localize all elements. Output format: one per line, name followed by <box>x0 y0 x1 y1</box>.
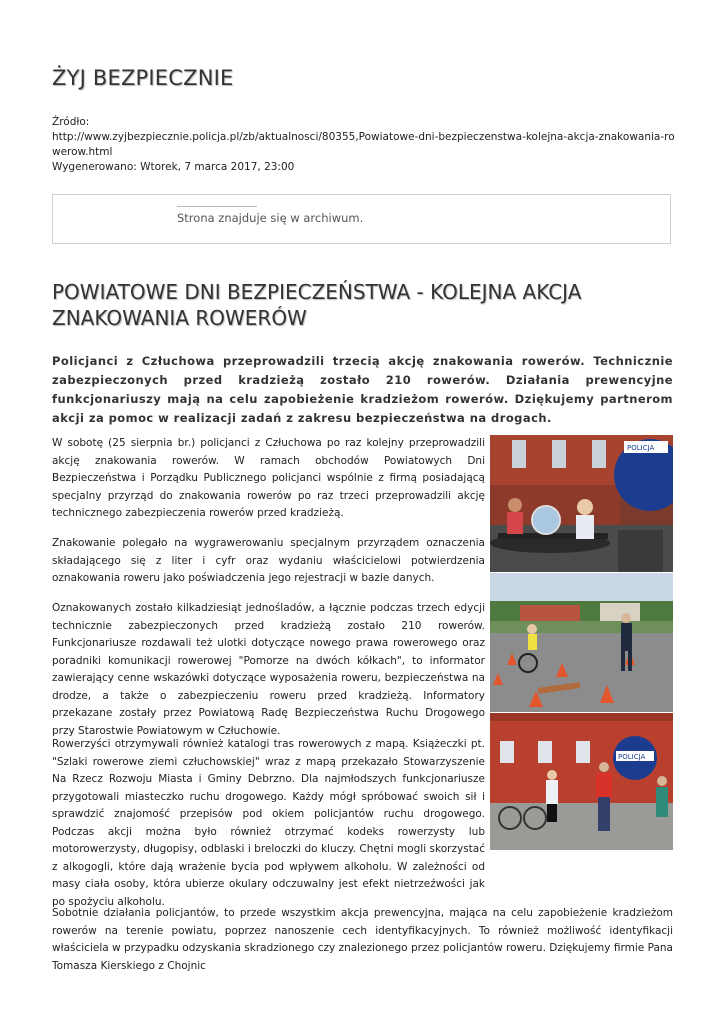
article-paragraph-3: Oznakowanych zostało kilkadziesiąt jednośladów, a łącznie podczas trzech edycji technicznie zabezpieczonych przed kradzieżą zostało 210 rowerów. Funkcjonariusze rozdawali też ulotki dotyczące nowego prawa rowerowego oraz poradniki komunikacji rowerowej "Pomorze na dwóch kółkach", to informator zawierający cenne wskazówki dotyczące wyposażenia roweru, bezpieczeństwa na drodze, a także o zabezpieczeniu roweru przed kradzieżą. Informatory przekazane zostały przez Powiatową Radę Bezpieczeństwa Ruchu Drogowego przy Starostwie Powiatowym w Człuchowie. <box>52 602 485 737</box>
archive-notice: Strona znajduje się w archiwum. <box>177 211 364 225</box>
site-title: ŻYJ BEZPIECZNIE <box>52 66 234 90</box>
balloon-sign-text: POLICJA <box>618 753 646 761</box>
police-sign-text: POLICJA <box>627 444 655 452</box>
photo-police-balloon <box>490 713 673 850</box>
article-paragraph-5: Sobotnie działania policjantów, to przede wszystkim akcja prewencyjna, mająca na celu zapobieżenie kradzieżom rowerów na terenie powiatu, poprzez nanoszenie cech identyfikacyjnych. To również możliwość identyfikacji właściciela w przypadku odzyskania skradzionego czy znalezionego przez policjantów roweru. Dziękujemy firmie Pana Tomasza Kierskiego z Chojnic <box>52 907 673 972</box>
article-lead: Policjanci z Człuchowa przeprowadzili trzecią akcję znakowania rowerów. Technicznie zabezpieczonych przed kradzieżą zostało 210 rowerów. Działania prewencyjne funkcjonariuszy mają na celu zapobieżenie kradzieżom rowerów. Dziękujemy partnerom akcji za pomoc w realizacji zadań z zakresu bezpieczeństwa na drogach. <box>52 354 673 425</box>
photo-traffic-town <box>490 573 673 712</box>
source-url[interactable]: http://www.zyjbezpiecznie.policja.pl/zb/aktualnosci/80355,Powiatowe-dni-bezpieczenstwa-kolejna-akcja-znakowania-rowerow.html <box>52 131 675 158</box>
article-paragraph-1: W sobotę (25 sierpnia br.) policjanci z Człuchowa po raz kolejny przeprowadzili akcję znakowania rowerów. W ramach obchodów Powiatowych Dni Bezpieczeństwa i Porządku Publicznego policjanci wspólnie z firmą posiadającą specjalny przyrząd do znakowania rowerów po raz trzeci przeprowadzili akcję technicznego zabezpieczenia rowerów przed kradzieżą. <box>52 437 485 519</box>
source-meta <box>52 115 677 175</box>
article-title: POWIATOWE DNI BEZPIECZEŃSTWA - KOLEJNA AKCJA ZNAKOWANIA ROWERÓW <box>52 280 582 330</box>
article-paragraph-4: Rowerzyści otrzymywali również katalogi tras rowerowych z mapą. Książeczki pt. "Szlaki rowerowe ziemi człuchowskiej" wraz z mapą przekazało Stowarzyszenie Na Rzecz Rozwoju Miasta i Gminy Debrzno. Dla najmłodszych funkcjonariusze przygotowali miasteczko ruchu drogowego. Każdy mógł spróbować swoich sił i sprawdzić znajomość przepisów pod okiem policjantów ruchu drogowego. Podczas akcji można było również otrzymać kodeks rowerzysty lub motorowerzysty, długopisy, odblaski i breloczki do kluczy. Chętni mogli skorzystać z alkogogli, które dają wrażenie bycia pod wpływem alkoholu. W zależności od masy ciała osoby, która ubierze okulary odczuwalny jest efekt nietrzeźwości jak po spożyciu alkoholu. <box>52 738 485 908</box>
article-paragraph-2: Znakowanie polegało na wygrawerowaniu specjalnym przyrządem oznaczenia składającego się z liter i cyfr oraz wydaniu właścicielowi potwierdzenia oznakowania roweru jako poświadczenia jego rejestracji w bazie danych. <box>52 537 485 584</box>
archive-notice-box <box>52 194 671 244</box>
generated-date: Wygenerowano: Wtorek, 7 marca 2017, 23:00 <box>52 161 295 173</box>
source-label: Źródło: <box>52 116 90 128</box>
divider <box>177 206 257 207</box>
photo-bike-marking <box>490 435 673 572</box>
